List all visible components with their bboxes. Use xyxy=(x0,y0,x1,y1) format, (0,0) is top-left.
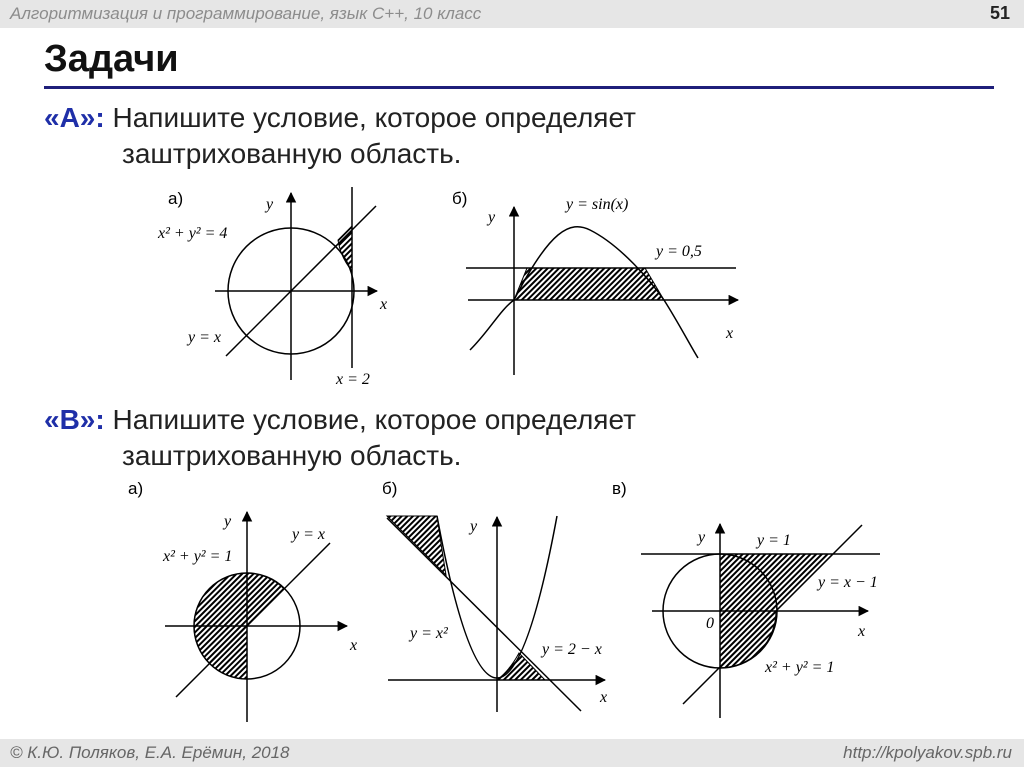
fig-b-b-x-label: x xyxy=(600,689,608,706)
fig-b-c-sublabel: в) xyxy=(612,479,627,498)
fig-b-c-origin-label: 0 xyxy=(706,615,714,632)
fig-a-a-sublabel: а) xyxy=(168,189,184,208)
fig-b-c-y-label: y xyxy=(698,529,706,546)
fig-b-c-line-label: y = x − 1 xyxy=(818,574,878,591)
fig-a-b-x-label: x xyxy=(726,325,734,342)
task-a-label: «A»: xyxy=(44,102,105,133)
fig-a-a-x-label: x xyxy=(380,296,388,313)
task-b-line2: заштрихованную область. xyxy=(122,440,462,471)
figure-b-c xyxy=(612,479,880,718)
fig-b-c-hline-label: y = 1 xyxy=(757,532,791,549)
fig-b-b-parabola-label: y = x² xyxy=(410,625,448,642)
fig-b-a-x-label: x xyxy=(350,637,358,654)
fig-a-a-line-label: y = x xyxy=(188,329,221,346)
fig-b-b-line xyxy=(387,518,581,711)
figure-b-a xyxy=(128,479,357,722)
course-title: Алгоритмизация и программирование, язык C++, 10 класс xyxy=(10,4,482,23)
fig-b-b-sublabel: б) xyxy=(382,479,398,498)
fig-b-a-circle-label: x² + y² = 1 xyxy=(163,548,233,565)
fig-b-c-x-label: x xyxy=(858,623,866,640)
fig-a-b-curve-label: y = sin(x) xyxy=(566,196,629,213)
task-a-line1: Напишите условие, которое определяет xyxy=(112,102,636,133)
footer-authors: © К.Ю. Поляков, Е.А. Ерёмин, 2018 xyxy=(10,743,290,762)
fig-b-c-circle-label: x² + y² = 1 xyxy=(765,659,835,676)
fig-a-b-hline-label: y = 0,5 xyxy=(656,243,702,260)
figure-b-b xyxy=(382,479,607,712)
fig-a-b-y-label: y xyxy=(488,209,496,226)
page-number: 51 xyxy=(989,3,1010,23)
fig-a-b-sublabel: б) xyxy=(452,189,468,208)
task-b-label: «B»: xyxy=(44,404,105,435)
fig-b-b-line-label: y = 2 − x xyxy=(542,641,602,658)
task-a-line2: заштрихованную область. xyxy=(122,138,462,169)
fig-b-b-shaded-upper xyxy=(387,516,446,575)
fig-a-a-y-label: y xyxy=(266,196,274,213)
footer-bar xyxy=(0,739,1024,767)
fig-b-b-y-label: y xyxy=(470,518,478,535)
fig-b-a-line-label: y = x xyxy=(292,526,325,543)
figure-a-b xyxy=(452,189,738,375)
task-b-line1: Напишите условие, которое определяет xyxy=(112,404,636,435)
slide-title: Задачи xyxy=(44,38,179,80)
fig-a-a-vline-label: x = 2 xyxy=(336,371,370,388)
footer-url[interactable]: http://kpolyakov.spb.ru xyxy=(843,743,1012,762)
fig-b-a-sublabel: а) xyxy=(128,479,144,498)
fig-b-a-y-label: y xyxy=(224,513,232,530)
figure-a-a xyxy=(157,187,387,388)
fig-a-a-circle-label: x² + y² = 4 xyxy=(158,225,228,242)
